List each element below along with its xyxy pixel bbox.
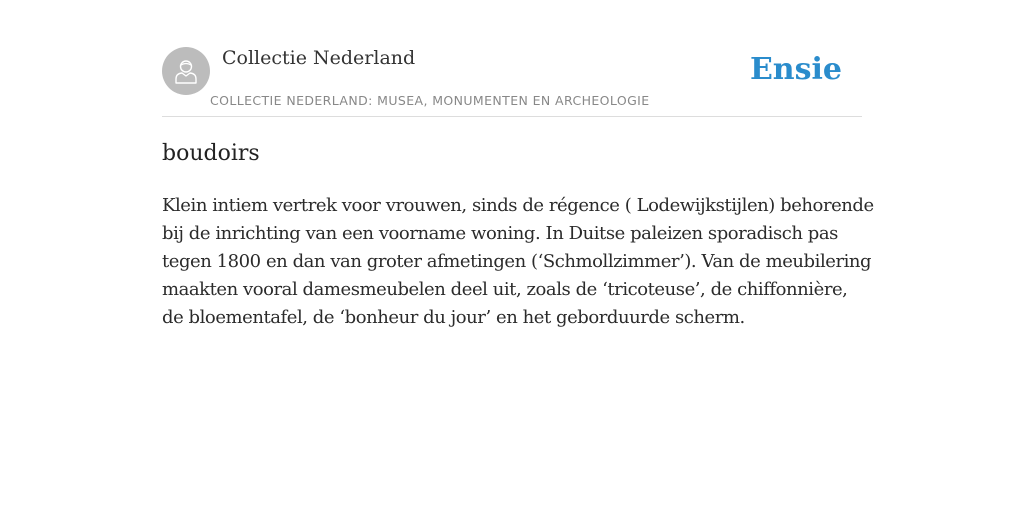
body-line: tegen 1800 en dan van groter afmetingen (‘Schmollzimmer’). Van de meubilering [162,251,872,272]
body-line: de bloementafel, de ‘bonheur du jour’ en het geborduurde scherm. [162,307,745,328]
entry-card [162,0,874,328]
entry-body [162,192,874,332]
body-line: bij de inrichting van een voorname woning. In Duitse paleizen sporadisch pas [162,223,838,244]
source-label[interactable]: COLLECTIE NEDERLAND: MUSEA, MONUMENTEN EN ARCHEOLOGIE [210,93,650,108]
user-icon [171,56,201,86]
brand-logo[interactable]: Ensie [749,52,842,87]
body-line: maakten vooral damesmeubelen deel uit, zoals de ‘tricoteuse’, de chiffonnière, [162,279,848,300]
body-line: Klein intiem vertrek voor vrouwen, sinds de régence ( Lodewijkstijlen) behorende [162,195,874,216]
avatar[interactable] [162,47,210,95]
author-name[interactable]: Collectie Nederland [222,47,416,69]
entry-title: boudoirs [162,141,260,166]
entry-header [162,0,862,117]
